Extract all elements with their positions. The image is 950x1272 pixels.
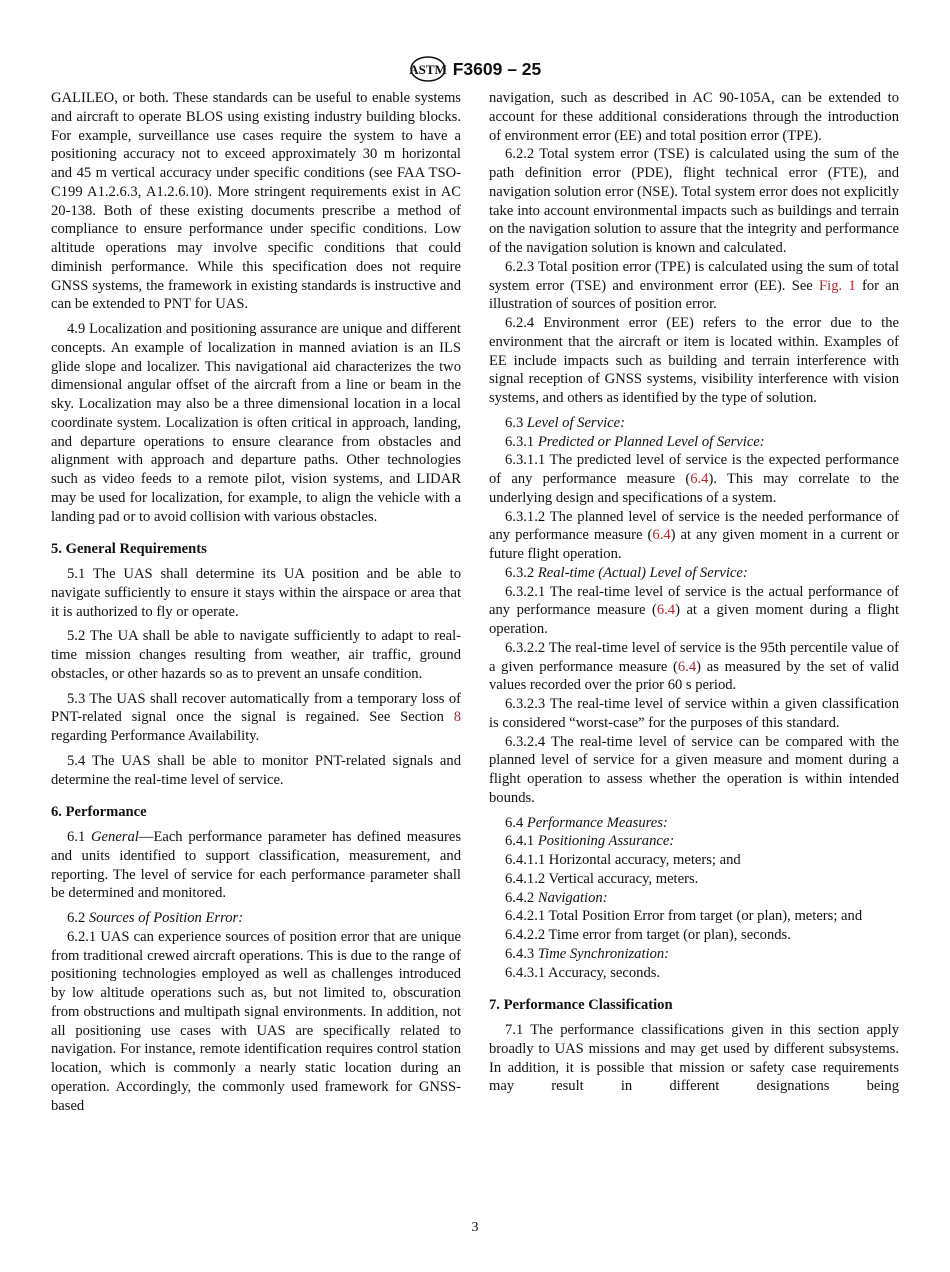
paragraph [489, 89, 899, 145]
cross-reference-link[interactable]: 6.4 [690, 471, 709, 487]
text-run: 6.3.2.2 The real-time level of service is the 95th percentile value of a given performance measure ( [489, 639, 899, 675]
text-run: 6.2 [67, 910, 89, 926]
text-run: 6.3.1.1 The predicted level of service is the expected performance of any performance measure ( [489, 452, 899, 487]
astm-logo-icon [409, 54, 447, 84]
paragraph [489, 832, 899, 851]
paragraph [51, 752, 461, 790]
paragraph [489, 945, 899, 964]
paragraph [489, 1021, 899, 1096]
cross-reference-link[interactable]: 6.4 [677, 658, 697, 675]
paragraph [489, 889, 899, 908]
paragraph [489, 564, 899, 583]
text-run: ) at a given moment during a flight operation. [489, 602, 899, 637]
paragraph [489, 733, 899, 808]
text-run: 6.3.2 [505, 564, 538, 581]
paragraph [51, 828, 461, 903]
text-run: 5.3 The UAS shall recover automatically from a temporary loss of PNT-related signal once the signal is regained. See Section [51, 690, 461, 726]
paragraph [489, 451, 899, 507]
paragraph [489, 814, 899, 833]
paragraph [489, 414, 899, 433]
paragraph [489, 433, 899, 452]
paragraph [51, 320, 461, 526]
text-run: 6.2.2 Total system error (TSE) is calculated using the sum of the path definition error (PDE), flight technical error (FTE), and navigation solution error (NSE). Total system error does not explicitly take into account environmental impacts such as buildings and terrain on the navigation solution to assure that the integrity and performance of the navigation solution is known and calculated. [489, 146, 899, 256]
text-run: 6.3.2.1 The real-time level of service is the actual performance of any performance measure ( [489, 583, 899, 619]
paragraph [489, 508, 899, 564]
text-run: 7. Performance Classification [489, 997, 673, 1014]
text-run: 5. General Requirements [51, 541, 207, 558]
section-heading [51, 803, 461, 822]
italic-text: Level of Service: [526, 414, 625, 431]
text-run: 6.3.1.2 The planned level of service is the needed performance of any performance measure ( [489, 508, 899, 544]
paragraph [51, 928, 461, 1116]
paragraph [489, 964, 899, 983]
paragraph [489, 695, 899, 733]
text-run: 6.1 [67, 829, 92, 845]
text-run: ) as measured by the set of valid values recorded over the prior 60 s period. [489, 658, 899, 694]
paragraph [489, 583, 899, 639]
text-run: 6.2.1 UAS can experience sources of position error that are unique from traditional crewed aircraft operations. This is due to the range of positioning technologies employed as well as challenges introduced by low altitude operations such as, but not limited to, obscuration from obstructions and multipath signal environments. In addition, not all positioning use cases with UAS are specifically related to navigation. For instance, remote identification requires control station location, which is commonly a nearly static location during an operation. Accordingly, the commonly used framework for GNSS-based [51, 928, 461, 1114]
section-heading [51, 540, 461, 559]
paragraph [489, 639, 899, 695]
cross-reference-link[interactable]: 8 [453, 709, 461, 726]
italic-text: Positioning Assurance: [537, 833, 675, 850]
cross-reference-link[interactable]: Fig. 1 [819, 277, 856, 294]
italic-text: Performance Measures: [526, 814, 668, 831]
text-run: 6.3 [505, 414, 527, 431]
paragraph [51, 909, 461, 928]
italic-text: Predicted or Planned Level of Service: [537, 433, 765, 450]
section-heading [489, 996, 899, 1015]
text-run: 6.3.1 [505, 433, 538, 450]
text-run: 6.4.1.1 Horizontal accuracy, meters; and [505, 852, 741, 868]
text-run: navigation, such as described in AC 90-105A, can be extended to account for these additional considerations through the introduction of environment error (EE) and total position error (TPE). [489, 90, 899, 144]
paragraph [51, 690, 461, 746]
italic-text: Time Synchronization: [537, 945, 670, 962]
text-run: 6.4 [505, 814, 527, 831]
text-run: 4.9 Localization and positioning assurance are unique and different concepts. An example of localization in manned aviation is an ILS glide slope and localizer. This navigational aid characterizes the two dimensional angular offset of the aircraft from a line or beam in the sky. Localization may also be a three dimensional location in a local coordinate system. Localization is often critical in approach, landing, and departure operations to ensure clearance from obstacles and alignment with approach and departure paths. Other technologies such as video feeds to a remote pilot, vision systems, and LIDAR may be used for localization, for example, to align the vehicle with a landing pad or to avoid collision with various obstacles. [51, 321, 461, 525]
page-header [0, 54, 950, 84]
text-run: ) at any given moment in a current or future flight operation. [489, 527, 899, 562]
text-run: for an illustration of sources of position error. [489, 277, 899, 313]
text-run: 5.2 The UA shall be able to navigate sufficiently to adapt to real-time mission changes resulting from weather, air traffic, ground obstacles, or other hazards so as to prevent an unsafe condition. [51, 628, 461, 682]
italic-text: Real-time (Actual) Level of Service: [537, 564, 748, 581]
text-run: 6.4.2.2 Time error from target (or plan), seconds. [505, 927, 791, 943]
paragraph [51, 627, 461, 683]
text-run: 7.1 The performance classifications given in this section apply broadly to UAS missions and may get used by different subsystems. In addition, it is possible that mission or safety case requirements may result in different designations being [489, 1022, 899, 1095]
paragraph [489, 145, 899, 258]
paragraph [51, 565, 461, 621]
page-number: 3 [471, 1220, 479, 1235]
italic-text: Sources of Position Error: [88, 910, 244, 926]
paragraph [489, 258, 899, 314]
paragraph [489, 870, 899, 889]
paragraph [489, 907, 899, 926]
text-run: 6. Performance [51, 804, 147, 821]
italic-text: Navigation: [537, 889, 608, 906]
paragraph [489, 314, 899, 408]
paragraph [51, 89, 461, 314]
text-run: regarding Performance Availability. [51, 728, 260, 744]
text-run: 6.2.3 Total position error (TPE) is calculated using the sum of total system error (TSE) and environment error (EE). See [489, 258, 899, 294]
text-run: 6.3.2.3 The real-time level of service within a given classification is considered “worst-case” for the purposes of this standard. [489, 696, 899, 731]
text-run: 6.3.2.4 The real-time level of service can be compared with the planned level of service for a given measure and moment during a flight operation to assess whether the operation is within intended bounds. [489, 733, 899, 806]
paragraph [489, 926, 899, 945]
cross-reference-link[interactable]: 6.4 [652, 527, 671, 544]
text-run: GALILEO, or both. These standards can be useful to enable systems and aircraft to operate BLOS using existing industry building blocks. For example, surveillance use cases require the system to have a positioning accuracy not to exceed approximately 30 m horizontal and 45 m vertical accuracy under specific conditions (see FAA TSO-C199 A1.2.6.3, A1.2.6.10). More stringent requirements exist in AC 20-138. Both of these existing documents prescribe a method of compliance to ensure performance under specific conditions. Low altitude operations may involve specific conditions that could diminish performance. While this specification does not require GNSS systems, the framework in existing standards is instructive and can be extended to PNT for UAS. [51, 90, 461, 313]
cross-reference-link[interactable]: 6.4 [656, 602, 676, 619]
right-column [489, 89, 899, 1096]
text-run: 5.4 The UAS shall be able to monitor PNT-related signals and determine the real-time level of service. [51, 752, 461, 788]
text-run: —Each performance parameter has defined measures and units identified to support classification, measurement, and reporting. The level of service for each performance parameter shall be determined and monitored. [51, 829, 462, 902]
text-run: 6.4.1.2 Vertical accuracy, meters. [505, 870, 699, 887]
svg-text:ASTM: ASTM [408, 62, 447, 77]
left-column [51, 89, 461, 1115]
text-run: 6.4.2 [505, 889, 538, 906]
text-run: 6.4.3 [505, 945, 538, 962]
text-run: 6.2.4 Environment error (EE) refers to the error due to the environment that the aircraft or item is located within. Examples of EE include impacts such as building and terrain interference with signal reception of GNSS systems, visibility interference with vision systems, and others as identified by the type of solution. [489, 315, 899, 406]
text-run: 6.4.2.1 Total Position Error from target (or plan), meters; and [505, 908, 863, 925]
text-run: 6.4.3.1 Accuracy, seconds. [505, 964, 661, 981]
text-run: 5.1 The UAS shall determine its UA position and be able to navigate sufficiently to ensure it stays within the airspace or area that it is authorized to fly or operate. [51, 566, 461, 620]
document-id: F3609 – 25 [452, 58, 542, 79]
text-run: ). This may correlate to the underlying design and specifications of a system. [489, 471, 899, 506]
italic-text: General [91, 829, 139, 845]
paragraph [489, 851, 899, 870]
text-run: 6.4.1 [505, 833, 538, 850]
